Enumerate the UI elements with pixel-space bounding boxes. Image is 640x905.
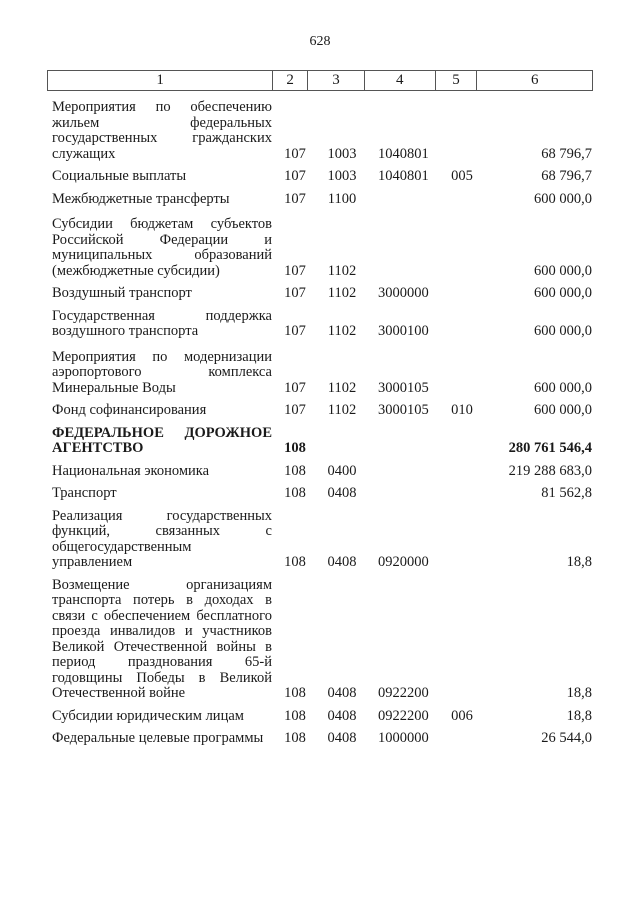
row-target-code: 3000105: [378, 379, 429, 396]
row-name: Федеральные целевые программы: [52, 730, 264, 746]
row-chapter-code: 107: [284, 145, 306, 162]
row-amount: 600 000,0: [534, 402, 592, 418]
row-name: Межбюджетные трансферты: [52, 190, 230, 207]
row-target-code: 0920000: [378, 554, 429, 570]
table-row: [52, 350, 592, 397]
row-section-code: 0408: [327, 685, 357, 701]
row-chapter-code: 108: [284, 707, 306, 724]
row-target-code: 1040801: [378, 145, 429, 162]
row-name: Государственная поддержка воздушного транспорта: [52, 307, 272, 339]
row-chapter-code: 107: [284, 190, 306, 207]
row-chapter-code: 107: [284, 379, 306, 396]
column-header-5: 5: [436, 71, 478, 90]
row-name: Фонд софинансирования: [52, 402, 207, 418]
row-amount: 68 796,7: [541, 168, 592, 184]
row-section-code: 0408: [327, 554, 357, 570]
row-section-code: 1102: [327, 323, 357, 339]
table-body: [52, 100, 592, 754]
row-chapter-code: 108: [284, 462, 306, 479]
row-target-code: 3000105: [378, 402, 429, 418]
row-name: Мероприятия по модернизации аэропортового комплекса Минеральные Воды: [52, 348, 272, 396]
row-name: Мероприятия по обеспечению жильем федеральных государственных гражданских служащих: [52, 99, 272, 162]
row-amount: 600 000,0: [534, 190, 592, 207]
row-expense-type: 010: [451, 402, 473, 418]
row-amount: 219 288 683,0: [508, 462, 592, 479]
row-section-code: 0400: [327, 462, 357, 479]
row-name: Транспорт: [52, 485, 117, 501]
row-chapter-code: 107: [284, 402, 306, 418]
row-name: Воздушный транспорт: [52, 285, 192, 301]
row-target-code: 3000100: [378, 323, 429, 339]
column-header-6: 6: [530, 72, 539, 88]
row-section-code: 0408: [327, 707, 357, 724]
row-amount: 81 562,8: [541, 485, 592, 501]
row-name: Реализация государственных функций, связанных с общегосударственным управлением: [52, 507, 272, 570]
row-chapter-code: 108: [284, 685, 306, 701]
row-amount: 600 000,0: [534, 285, 592, 301]
row-amount: 600 000,0: [534, 262, 592, 279]
row-target-code: 1040801: [378, 168, 429, 184]
row-expense-type: 006: [451, 707, 473, 724]
row-section-code: 0408: [327, 485, 357, 501]
table-row: [52, 192, 592, 208]
table-row: [52, 100, 592, 162]
row-section-code: 1100: [327, 190, 357, 207]
row-name: ФЕДЕРАЛЬНОЕ ДОРОЖНОЕ АГЕНТСТВО: [52, 424, 272, 456]
row-target-code: 1000000: [378, 730, 429, 746]
table-row: [52, 309, 592, 340]
row-section-code: 1102: [327, 262, 357, 279]
row-amount: 26 544,0: [541, 730, 592, 746]
table-row: [52, 578, 592, 702]
row-chapter-code: 108: [284, 554, 306, 570]
row-section-code: 1102: [327, 285, 357, 301]
row-section-code: 1102: [327, 402, 357, 418]
row-chapter-code: 107: [284, 323, 306, 339]
column-header-4: 4: [365, 71, 436, 90]
table-row: [52, 486, 592, 502]
row-name: Субсидии бюджетам субъектов Российской Федерации и муниципальных образований (межбюджетные субсидии): [52, 216, 272, 279]
table-row: [52, 169, 592, 185]
table-row: [52, 286, 592, 302]
row-target-code: 3000000: [378, 285, 429, 301]
table-row: [52, 464, 592, 480]
row-section-code: 1003: [327, 145, 357, 162]
row-amount: 18,8: [566, 707, 592, 724]
table-row: [52, 509, 592, 571]
table-row: [52, 403, 592, 419]
row-amount: 280 761 546,4: [508, 440, 592, 456]
row-amount: 68 796,7: [541, 145, 592, 162]
column-header-1: 1: [48, 71, 273, 90]
row-expense-type: 005: [451, 168, 473, 184]
table-row: [52, 426, 592, 457]
table-row: [52, 709, 592, 725]
row-chapter-code: 108: [284, 730, 306, 746]
row-target-code: 0922200: [378, 707, 429, 724]
row-chapter-code: 108: [284, 440, 306, 456]
row-name: Национальная экономика: [52, 462, 210, 479]
row-chapter-code: 108: [284, 485, 306, 501]
row-amount: 600 000,0: [534, 323, 592, 339]
row-chapter-code: 107: [284, 168, 306, 184]
row-chapter-code: 107: [284, 262, 306, 279]
row-section-code: 1003: [327, 168, 357, 184]
column-header-2: 2: [273, 71, 308, 90]
row-name: Субсидии юридическим лицам: [52, 707, 244, 724]
row-amount: 18,8: [566, 554, 592, 570]
table-row: [52, 217, 592, 279]
row-name: Социальные выплаты: [52, 168, 187, 184]
page-number: 628: [309, 34, 331, 49]
column-header-3: 3: [308, 71, 365, 90]
row-chapter-code: 107: [284, 285, 306, 301]
row-amount: 600 000,0: [534, 379, 592, 396]
table-row: [52, 731, 592, 747]
row-amount: 18,8: [566, 685, 592, 701]
row-section-code: 0408: [327, 730, 357, 746]
row-target-code: 0922200: [378, 685, 429, 701]
row-section-code: 1102: [327, 379, 357, 396]
row-name: Возмещение организациям транспорта потерь в доходах в связи с обеспечением бесплатного проезда инвалидов и участников Великой Отечественной войны в период празднования 65-й годовщины Победы в Великой Отечественной войне: [52, 576, 272, 701]
table-header: [47, 70, 593, 91]
